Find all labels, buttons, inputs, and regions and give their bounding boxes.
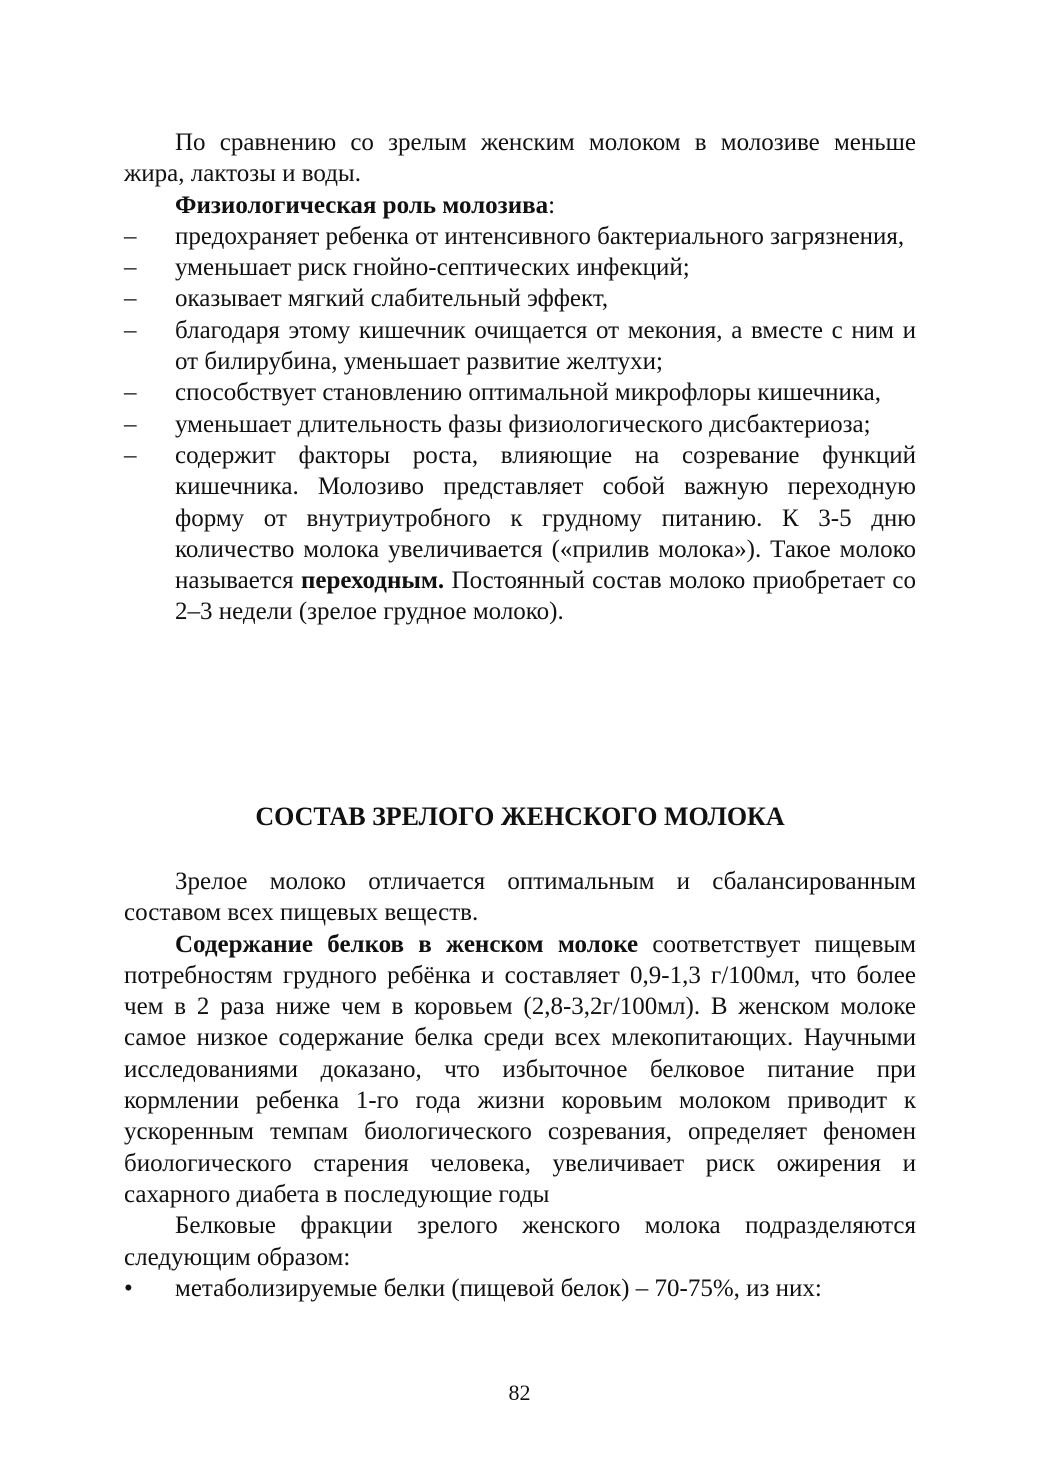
dash-marker: – xyxy=(124,316,137,344)
list-item-text: уменьшает риск гнойно-септических инфекций; xyxy=(175,254,690,282)
colostrum-section xyxy=(124,127,916,628)
paragraph-2-text: соответствует пищевым потребностям грудного ребёнка и составляет 0,9-1,3 г/100мл, что более чем в 2 раза ниже чем в коровьем (2,8-3,2г/100мл). В женском молоке самое низкое содержание белка среди всех млекопитающих. Научными исследованиями доказано, что избыточное белковое питание при кормлении ребенка 1-го года жизни коровьим молоком приводит к ускоренным темпам биологического созревания, определяет феномен биологического старения человека, увеличивает риск ожирения и сахарного диабета в последующие годы xyxy=(124,930,916,1208)
section-heading: СОСТАВ ЗРЕЛОГО ЖЕНСКОГО МОЛОКА xyxy=(255,802,785,831)
list-item xyxy=(124,283,916,314)
list-item-text: способствует становлению оптимальной микрофлоры кишечника, xyxy=(175,379,882,407)
role-colon: : xyxy=(548,191,556,219)
page-number: 82 xyxy=(508,1380,531,1405)
list-item xyxy=(124,409,916,440)
role-list xyxy=(124,221,916,628)
last-item-text: содержит факторы роста, влияющие на созревание функций кишечника. Молозиво представляет собой важную переходную форму от внутриутробного к грудному питанию. К 3-5 дню количество молока увеличивается («прилив молока»). Такое молоко называется xyxy=(175,441,916,595)
intro-paragraph: По сравнению со зрелым женским молоком в молозиве меньше жира, лактозы и воды. xyxy=(124,129,916,188)
bullet-item xyxy=(124,1273,916,1304)
protein-content-bold: Содержание белков в женском молоке xyxy=(175,930,639,958)
mature-milk-section xyxy=(124,866,916,1304)
list-item xyxy=(124,252,916,283)
dash-marker: – xyxy=(124,254,137,282)
role-heading xyxy=(124,190,916,221)
last-item-bold: переходным. xyxy=(300,567,445,595)
dash-marker: – xyxy=(124,410,137,438)
list-item xyxy=(124,440,916,628)
paragraph-3: Белковые фракции зрелого женского молока подразделяются следующим образом: xyxy=(124,1212,916,1271)
dash-marker: – xyxy=(124,441,137,469)
list-item xyxy=(124,315,916,378)
bullet-text: метаболизируемые белки (пищевой белок) – 70-75%, из них: xyxy=(175,1274,822,1302)
list-item-text: предохраняет ребенка от интенсивного бактериального загрязнения, xyxy=(175,222,905,250)
list-item xyxy=(124,221,916,252)
dash-marker: – xyxy=(124,222,137,250)
list-item-text: уменьшает длительность фазы физиологического дисбактериоза; xyxy=(175,410,871,438)
list-item-text: благодаря этому кишечник очищается от мекония, а вместе с ним и от билирубина, уменьшает развитие желтухи; xyxy=(175,316,916,376)
last-item-text-end: Постоянный состав молоко приобретает со 2–3 недели (зрелое грудное молоко). xyxy=(175,567,916,626)
role-title: Физиологическая роль молозива xyxy=(175,191,549,219)
dash-marker: – xyxy=(124,285,137,313)
bullet-marker: • xyxy=(124,1274,133,1302)
dash-marker: – xyxy=(124,379,137,407)
list-item-text: оказывает мягкий слабительный эффект, xyxy=(175,285,609,313)
paragraph-1: Зрелое молоко отличается оптимальным и сбалансированным составом всех пищевых веществ. xyxy=(124,868,916,927)
list-item xyxy=(124,377,916,408)
paragraph-2 xyxy=(124,929,916,1211)
